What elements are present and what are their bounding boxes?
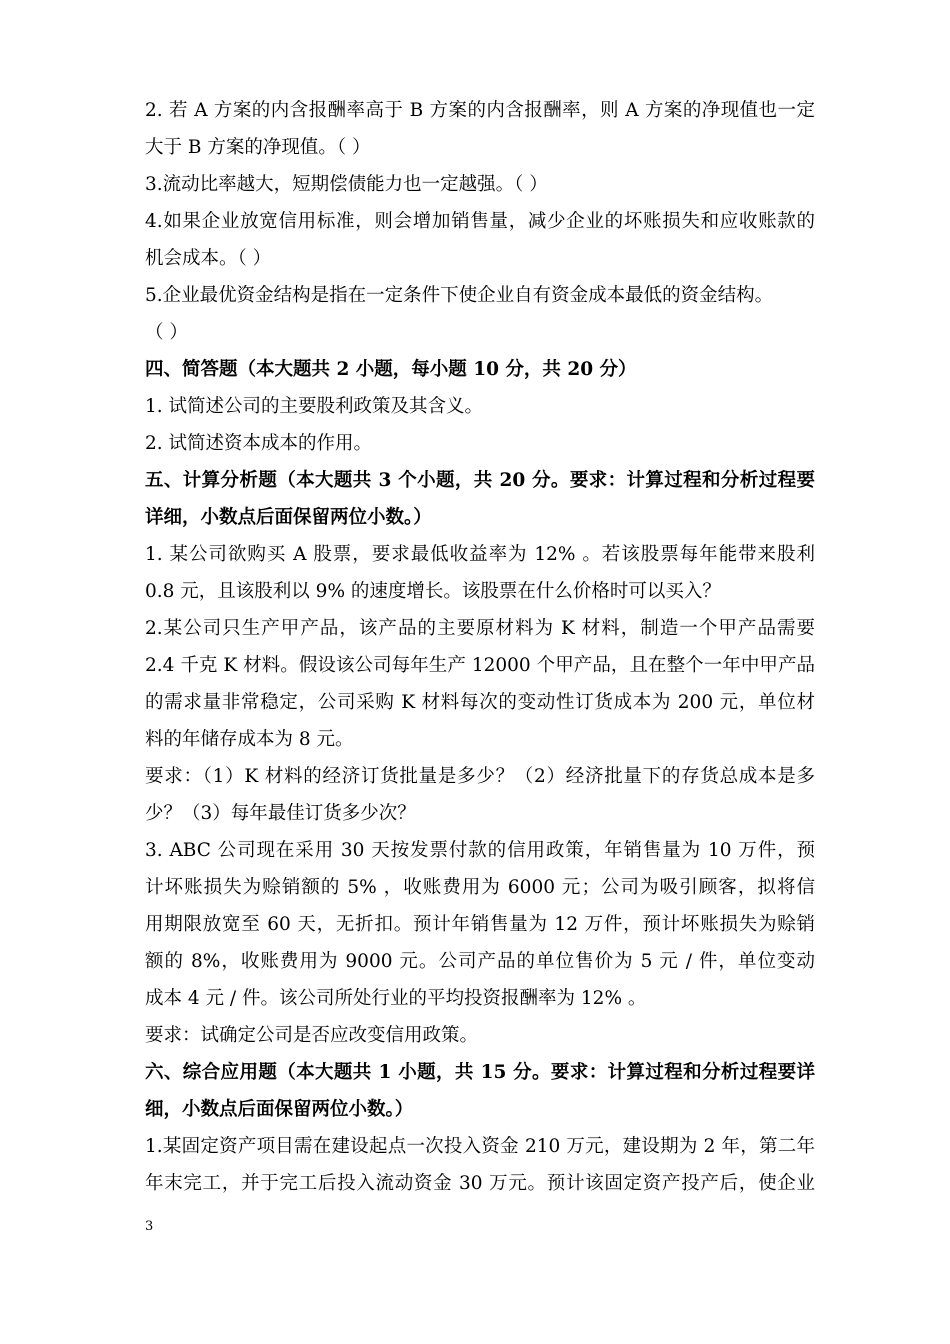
text-line: 3. ABC 公司现在采用 30 天按发票付款的信用政策，年销售量为 10 万件，预	[145, 840, 815, 861]
text-line: 料的年储存成本为 8 元。	[145, 729, 354, 750]
section-heading: 细，小数点后面保留两位小数。）	[145, 1099, 414, 1120]
text-line: （ ）	[145, 322, 188, 343]
text-line: 的需求量非常稳定，公司采购 K 材料每次的变动性订货成本为 200 元，单位材	[145, 692, 815, 713]
page-number: 3	[145, 1219, 154, 1234]
text-line: 3.流动比率越大，短期偿债能力也一定越强。（ ）	[145, 174, 548, 195]
text-line: 用期限放宽至 60 天，无折扣。预计年销售量为 12 万件，预计坏账损失为赊销	[145, 914, 815, 935]
text-line: 成本 4 元 / 件。该公司所处行业的平均投资报酬率为 12% 。	[145, 988, 647, 1009]
text-line: 2.4 千克 K 材料。假设该公司每年生产 12000 个甲产品，且在整个一年中甲产品	[145, 655, 815, 676]
section-heading: 五、计算分析题（本大题共 3 个小题，共 20 分。要求：计算过程和分析过程要	[145, 470, 815, 491]
text-line: 1. 某公司欲购买 A 股票，要求最低收益率为 12% 。若该股票每年能带来股利	[145, 544, 815, 565]
text-line: 4.如果企业放宽信用标准，则会增加销售量，减少企业的坏账损失和应收账款的	[145, 211, 815, 232]
text-line: 计坏账损失为赊销额的 5% ，收账费用为 6000 元；公司为吸引顾客，拟将信	[145, 877, 815, 898]
text-line: 机会成本。（ ）	[145, 248, 272, 269]
text-line: 少？（3）每年最佳订货多少次？	[145, 803, 416, 824]
section-heading: 四、简答题（本大题共 2 小题，每小题 10 分，共 20 分）	[145, 359, 637, 380]
text-line: 1. 试简述公司的主要股利政策及其含义。	[145, 396, 484, 417]
text-line: 2. 若 A 方案的内含报酬率高于 B 方案的内含报酬率，则 A 方案的净现值也一定	[145, 100, 815, 121]
text-line: 2.某公司只生产甲产品，该产品的主要原材料为 K 材料，制造一个甲产品需要	[145, 618, 815, 639]
text-line: 2. 试简述资本成本的作用。	[145, 433, 373, 454]
text-line: 5.企业最优资金结构是指在一定条件下使企业自有资金成本最低的资金结构。	[145, 285, 774, 306]
text-line: 要求：（1）K 材料的经济订货批量是多少？（2）经济批量下的存货总成本是多	[145, 766, 815, 787]
text-line: 0.8 元，且该股利以 9% 的速度增长。该股票在什么价格时可以买入？	[145, 581, 721, 602]
section-heading: 六、综合应用题（本大题共 1 小题，共 15 分。要求：计算过程和分析过程要详	[145, 1062, 815, 1083]
text-line: 年末完工，并于完工后投入流动资金 30 万元。预计该固定资产投产后，使企业	[145, 1173, 815, 1194]
text-line: 大于 B 方案的净现值。（ ）	[145, 137, 371, 158]
text-line: 要求：试确定公司是否应改变信用政策。	[145, 1025, 479, 1046]
text-line: 1.某固定资产项目需在建设起点一次投入资金 210 万元，建设期为 2 年，第二年	[145, 1136, 815, 1157]
section-heading: 详细，小数点后面保留两位小数。）	[145, 507, 432, 528]
text-line: 额的 8%，收账费用为 9000 元。公司产品的单位售价为 5 元 / 件，单位变动	[145, 951, 815, 972]
